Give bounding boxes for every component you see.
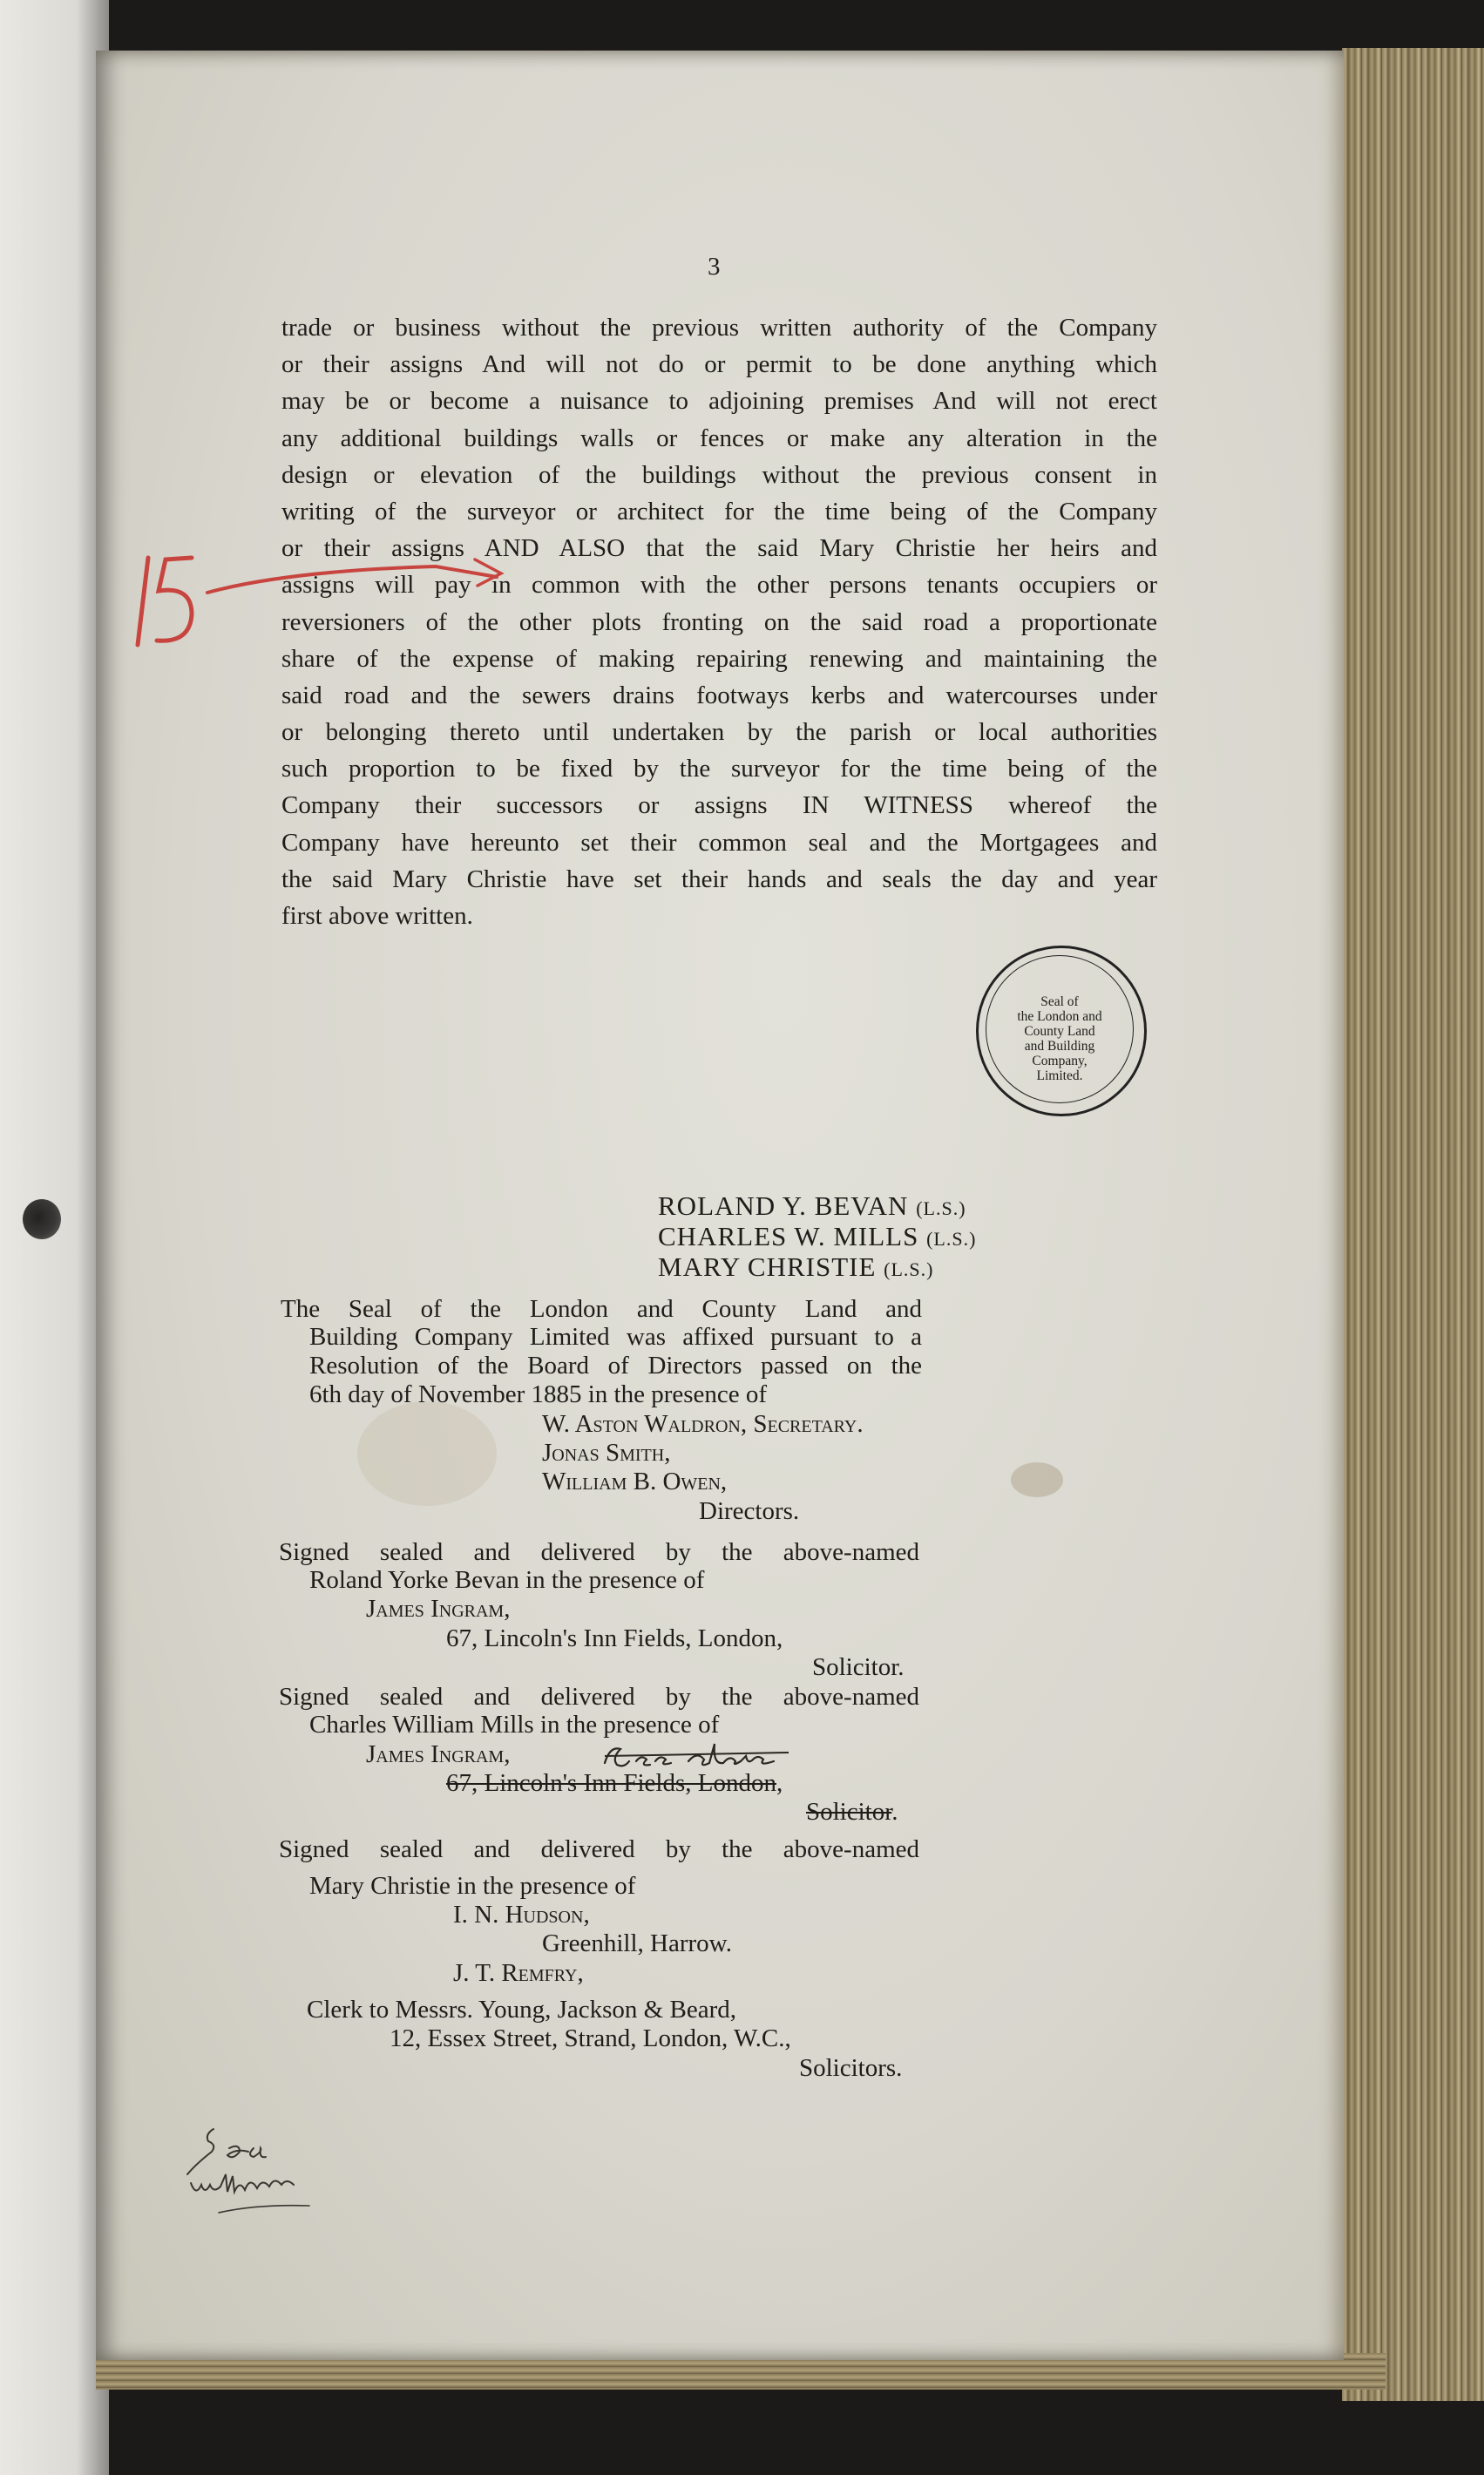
body-line: writing of the surveyor or architect for the time being of the Company <box>281 497 1157 526</box>
pencil-annotation-scribble <box>179 2122 335 2235</box>
seal-line: and Building <box>1024 1039 1095 1054</box>
seal-line: Seal of <box>1040 994 1079 1009</box>
body-line: may be or become a nuisance to adjoining premises And will not erect <box>281 387 1157 416</box>
director-name: William B. Owen, <box>542 1468 728 1495</box>
witness-name: James Ingram, <box>366 1740 511 1768</box>
company-attestation-line: 6th day of November 1885 in the presence of <box>309 1380 768 1408</box>
body-line: share of the expense of making repairing renewing and maintaining the <box>281 644 1157 673</box>
seal-inner-ring <box>986 955 1134 1103</box>
mills-attestation-line: Charles William Mills in the presence of <box>309 1711 720 1739</box>
company-attestation-line: The Seal of the London and County Land and <box>281 1295 922 1323</box>
address-comma: , <box>776 1769 783 1797</box>
body-line: or their assigns And will not do or permit to be done anything which <box>281 350 1157 379</box>
ls-mark: (L.S.) <box>916 1197 966 1219</box>
clerk-line: Clerk to Messrs. Young, Jackson & Beard, <box>307 1996 736 2024</box>
body-line: said road and the sewers drains footways kerbs and watercourses under <box>281 681 1157 709</box>
role-period: . <box>891 1798 898 1826</box>
ls-mark: (L.S.) <box>884 1258 934 1280</box>
body-line: first above written. <box>281 902 473 930</box>
witness-address: 67, Lincoln's Inn Fields, London, <box>446 1624 783 1652</box>
body-line: trade or business without the previous written authority of the Company <box>281 314 1157 342</box>
clerk-address: 12, Essex Street, Strand, London, W.C., <box>390 2024 791 2052</box>
company-attestation-line: Building Company Limited was affixed pursuant to a <box>309 1323 922 1351</box>
signatory-mills <box>658 1221 976 1252</box>
body-line: or belonging thereto until undertaken by the parish or local authorities <box>281 718 1157 747</box>
body-line: such proportion to be fixed by the surveyor for the time being of the <box>281 755 1157 783</box>
seal-line: County Land <box>1024 1024 1095 1039</box>
signatory-name: CHARLES W. MILLS <box>658 1221 919 1251</box>
book-page-edges <box>1342 48 1484 2401</box>
backdrop-left <box>0 0 109 2475</box>
struck-address <box>446 1769 783 1798</box>
director-name: Jonas Smith, <box>542 1439 671 1467</box>
company-attestation-line: Resolution of the Board of Directors passed on the <box>309 1352 922 1380</box>
body-line: or their assigns AND ALSO that the said Mary Christie her heirs and <box>281 534 1157 563</box>
paper-stain <box>1011 1462 1063 1497</box>
handwritten-see-above-note <box>601 1739 793 1773</box>
body-line: assigns will pay in common with the other persons tenants occupiers or <box>281 571 1157 600</box>
mills-attestation-line: Signed sealed and delivered by the above-named <box>279 1683 919 1711</box>
witness-address: Greenhill, Harrow. <box>542 1929 732 1957</box>
struck-role-text: Solicitor <box>806 1798 892 1826</box>
body-line: reversioners of the other plots fronting on the said road a proportionate <box>281 607 1157 636</box>
signatory-name: ROLAND Y. BEVAN <box>658 1190 909 1221</box>
punch-hole <box>23 1199 61 1239</box>
body-line: design or elevation of the buildings without the previous consent in <box>281 460 1157 489</box>
signatory-bevan <box>658 1190 966 1222</box>
red-pencil-margin-mark <box>131 540 514 662</box>
body-line: Company their successors or assigns IN WITNESS whereof the <box>281 791 1157 820</box>
struck-address-text: 67, Lincoln's Inn Fields, London <box>446 1769 776 1797</box>
paper-stain <box>357 1401 497 1506</box>
body-line: the said Mary Christie have set their hands and seals the day and year <box>281 865 1157 893</box>
signatory-name: MARY CHRISTIE <box>658 1251 877 1282</box>
seal-line: the London and <box>1017 1009 1102 1024</box>
ls-mark: (L.S.) <box>926 1228 977 1250</box>
struck-role <box>806 1798 898 1827</box>
bevan-attestation-line: Signed sealed and delivered by the above-named <box>279 1538 919 1566</box>
seal-text <box>986 994 1133 1083</box>
witness-name: J. T. Remfry, <box>453 1959 584 1987</box>
directors-label: Directors. <box>699 1497 800 1525</box>
christie-attestation-line: Signed sealed and delivered by the above-named <box>279 1835 919 1863</box>
company-seal-stamp <box>976 946 1147 1116</box>
page-number: 3 <box>708 253 721 281</box>
signatory-christie <box>658 1251 933 1283</box>
seal-line: Limited. <box>1036 1068 1083 1083</box>
bevan-attestation-line: Roland Yorke Bevan in the presence of <box>309 1566 705 1594</box>
clerk-role: Solicitors. <box>799 2054 903 2082</box>
witness-name: James Ingram, <box>366 1595 511 1623</box>
body-line: Company have hereunto set their common seal and the Mortgagees and <box>281 828 1157 857</box>
seal-line: Company, <box>1032 1054 1088 1068</box>
body-line: any additional buildings walls or fences or make any alteration in the <box>281 424 1157 452</box>
witness-name: I. N. Hudson, <box>453 1901 590 1929</box>
secretary-name: W. Aston Waldron, Secretary. <box>542 1410 864 1438</box>
witness-role: Solicitor. <box>812 1653 905 1681</box>
christie-attestation-line: Mary Christie in the presence of <box>309 1872 636 1900</box>
